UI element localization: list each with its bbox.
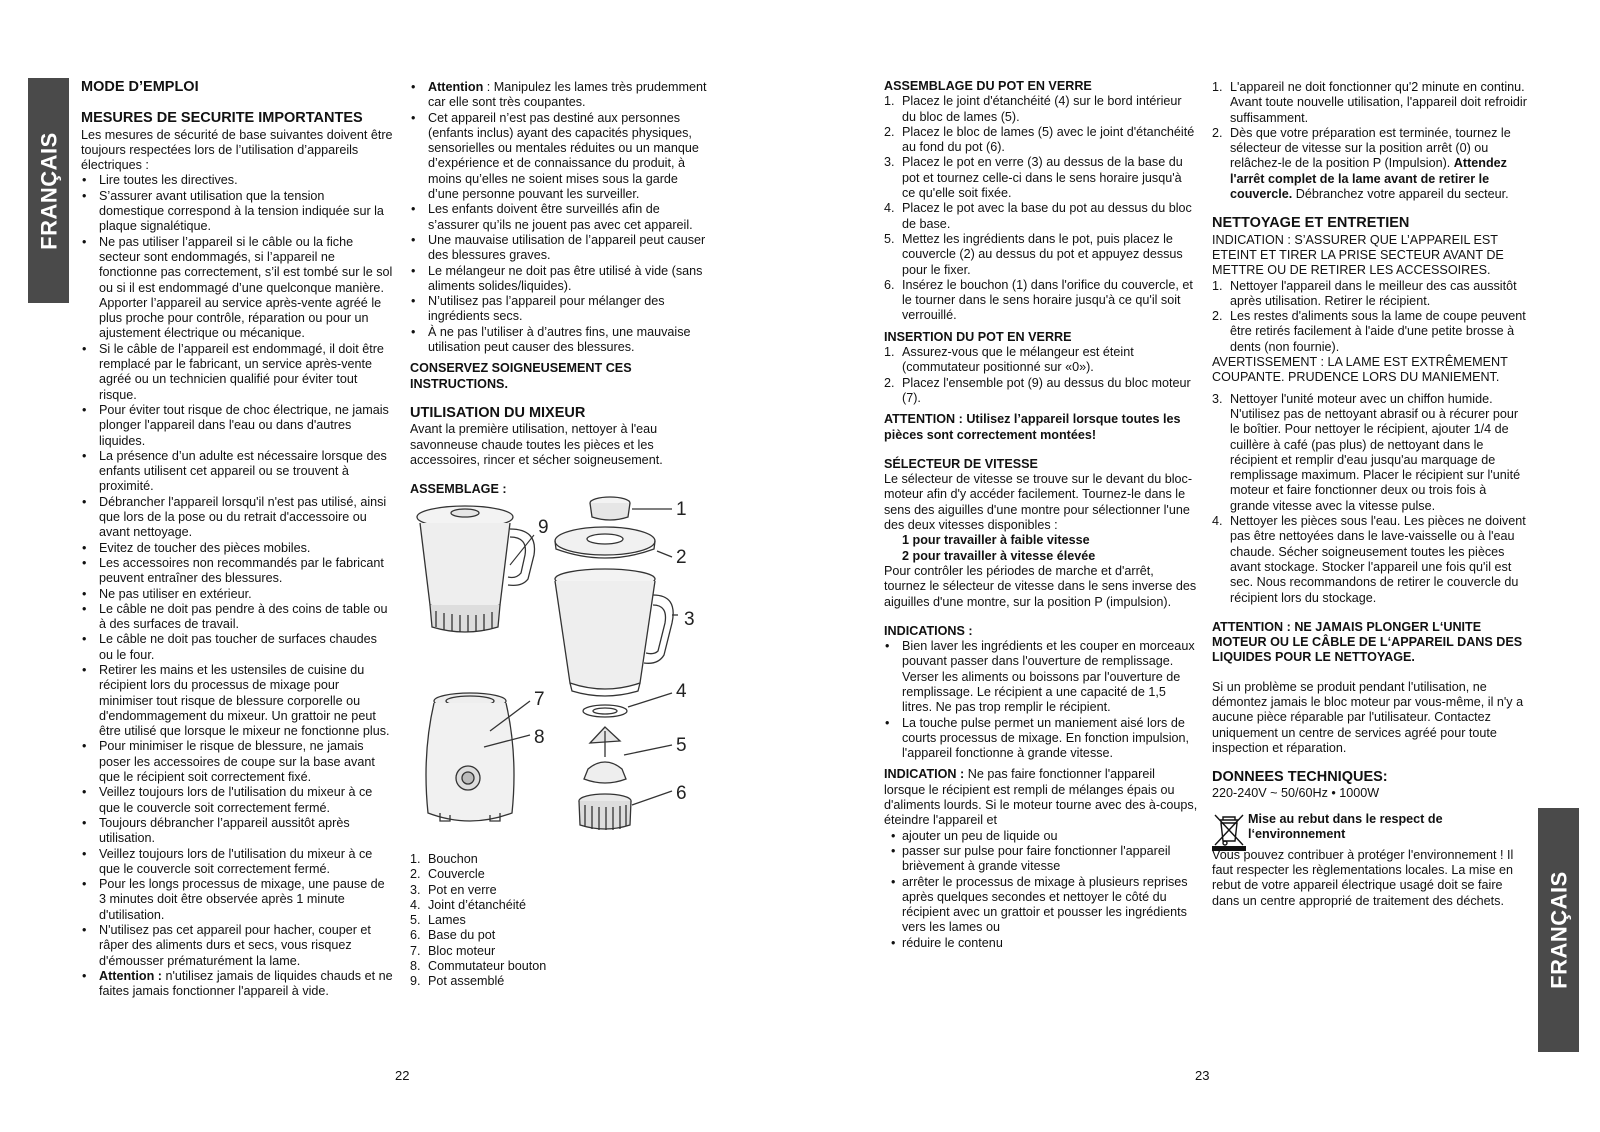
list-item: 9. Pot assemblé bbox=[410, 974, 505, 989]
list-item: • Ne pas utiliser en extérieur. bbox=[81, 587, 393, 602]
paragraph: Pour contrôler les périodes de marche et d'arrêt, tournez le sélecteur de vitesse dans le sens inverse des aiguilles d'une montre, sur la position P (impulsion). bbox=[884, 563, 1197, 609]
part-name: Joint d’étanchéité bbox=[428, 897, 527, 912]
disposal-title: Mise au rebut dans le respect de l‘environnement bbox=[1248, 811, 1443, 842]
attention-note: ATTENTION : NE JAMAIS PLONGER L‘UNITE MOTEUR OU LE CÂBLE DE L‘APPAREIL DANS DES LIQUIDES POUR LE NETTOYAGE. bbox=[1212, 619, 1523, 665]
section-title: SÉLECTEUR DE VITESSE bbox=[884, 456, 1038, 471]
part-name: Bouchon bbox=[428, 852, 478, 866]
list-item: • N’utilisez pas l’appareil pour mélanger des ingrédients secs. bbox=[410, 294, 710, 325]
list-item: • Evitez de toucher des pièces mobiles. bbox=[81, 541, 393, 556]
list-item: • Lire toutes les directives. bbox=[81, 173, 393, 188]
keep-instructions: CONSERVEZ SOIGNEUSEMENT CES INSTRUCTIONS. bbox=[410, 361, 632, 391]
list-item: 2. Couvercle bbox=[410, 867, 485, 882]
list-item: • Le câble ne doit pas toucher de surfaces chaudes ou le four. bbox=[81, 632, 393, 663]
speed-option: 1 pour travailler à faible vitesse bbox=[902, 533, 1090, 548]
cleaning-steps-continued bbox=[1212, 392, 1528, 606]
section-title: UTILISATION DU MIXEUR bbox=[410, 404, 586, 421]
step-text: Nettoyer l'appareil dans le meilleur des cas aussitôt après utilisation. Retirer le récipient. bbox=[1230, 278, 1517, 308]
step-text: Nettoyer l'unité moteur avec un chiffon humide. N'utilisez pas de nettoyant abrasif ou à récurer pour le boîtier. Pour nettoyer le récipient, ajouter 1/4 de cuillère à café (pas plus) de nettoyant dans le récipient et remplir d'eau jusqu'au marquage de remplissage maximum. Placer le récipient sur l'unité moteur et faire fonctionner deux ou trois fois à grande vitesse avec la vitesse pulse. bbox=[1230, 391, 1521, 513]
section-title: ASSEMBLAGE : bbox=[410, 482, 507, 497]
bold-label: Attendez l'arrêt complet de la lame avant de retirer le couvercle. bbox=[1230, 156, 1507, 202]
list-item: 4. Nettoyer les pièces sous l'eau. Les pièces ne doivent pas être nettoyées dans le lave-vaisselle ou à l'eau chaude. Sécher soigneusement toutes les pièces avant stockage. Stocker l'appareil une fois qu'il est sec. Nous recommandons de retirer le couvercle du récipient lors du stockage. bbox=[1212, 514, 1526, 605]
cleaning-steps bbox=[1212, 279, 1528, 355]
list-item: 4. Placez le pot avec la base du pot au dessus du bloc de base. bbox=[884, 201, 1192, 231]
language-tab-left bbox=[28, 78, 69, 303]
step-text: Les restes d'aliments sous la lame de coupe peuvent être retirés facilement à l'aide d'une petite brosse à dents (non fournie). bbox=[1230, 309, 1526, 354]
list-item: 1. Placez le joint d'étanchéité (4) sur le bord intérieur du bloc de lames (5). bbox=[884, 94, 1182, 124]
language-tab-label: FRANÇAIS bbox=[1545, 871, 1571, 989]
list-item: 6. Base du pot bbox=[410, 928, 496, 943]
assembly-diagram bbox=[410, 495, 710, 845]
part-name: Base du pot bbox=[428, 928, 496, 943]
paragraph: Si un problème se produit pendant l'utilisation, ne démontez jamais le bloc moteur par vous-même, il n'y a aucune pièce réparable par l'utilisateur. Contactez uniquement un centre de services agréé pour toute inspection et réparation. bbox=[1212, 679, 1524, 755]
label-9: 9 bbox=[538, 517, 549, 538]
list-item: 5. Lames bbox=[410, 913, 466, 928]
glass-assembly-steps bbox=[884, 94, 1198, 323]
list-item: • Retirer les mains et les ustensiles de cuisine du récipient lors du processus de mixage pour minimiser tout risque de blessure corporelle ou d'endommagement du mixeur. Un grattoir ne peut être utilisé que lorsque le mixeur ne fonctionne plus. bbox=[81, 663, 393, 739]
list-item: • S’assurer avant utilisation que la tension domestique correspond à la tension indiquée sur la plaque signalétique. bbox=[81, 189, 393, 235]
label-4: 4 bbox=[676, 681, 687, 702]
label-8: 8 bbox=[534, 727, 545, 748]
section-title: NETTOYAGE ET ENTRETIEN bbox=[1212, 215, 1410, 232]
part-name: Pot en verre bbox=[428, 882, 497, 897]
list-item: 2. Les restes d'aliments sous la lame de coupe peuvent être retirés facilement à l'aide d'une petite brosse à dents (non fournie). bbox=[1212, 309, 1526, 354]
paragraph: INDICATION : S’ASSURER QUE L’APPAREIL EST ETEINT ET TIRER LA PRISE SECTEUR AVANT DE METTRE OU DE RETIRER LES ACCESSOIRES. bbox=[1212, 232, 1504, 278]
jug-base-illustration bbox=[579, 791, 672, 830]
step-text: Nettoyer les pièces sous l'eau. Les pièces ne doivent pas être nettoyées dans le lave-vaisselle ou à l'eau chaude. Sécher soigneusement toutes les pièces avant stockage. Stocker l'appareil une fois qu'il est sec. Nous recommandons de retirer le couvercle du récipient lors du stockage. bbox=[1230, 514, 1526, 605]
list-item: • Le câble ne doit pas pendre à des coins de table ou à des surfaces de travail. bbox=[81, 602, 393, 633]
label-6: 6 bbox=[676, 783, 687, 804]
list-item: • Ne pas utiliser l’appareil si le câble ou la fiche secteur sont endommagés, si l’appareil ne fonctionne pas correctement, s’il est tombé sur le sol ou si il est endommagé d’une quelconque manière. Apporter l’appareil au service après-vente agréé le plus proche pour contrôle, réparation ou pour un ajustement électrique ou mécanique. bbox=[81, 235, 393, 342]
page-number-left: 22 bbox=[395, 1068, 410, 1083]
list-item: • Débrancher l'appareil lorsqu'il n'est pas utilisé, ainsi que lors de la pose ou du retrait d'accessoire ou avant nettoyage. bbox=[81, 495, 393, 541]
list-item: • Si le câble de l’appareil est endommagé, il doit être remplacé par le fabricant, un service après-vente agréé ou un technicien qualifié pour éviter tout risque. bbox=[81, 342, 393, 403]
list-item: • passer sur pulse pour faire fonctionner l'appareil brièvement à grande vitesse bbox=[884, 844, 1198, 875]
column-cleaning bbox=[1212, 80, 1528, 909]
label-2: 2 bbox=[676, 547, 687, 568]
list-item: • Toujours débrancher l’appareil aussitôt après utilisation. bbox=[81, 816, 393, 847]
warning-note: AVERTISSEMENT : LA LAME EST EXTRÊMEMENT COUPANTE. PRUDENCE LORS DU MANIEMENT. bbox=[1212, 355, 1508, 385]
bold-label: Attention : bbox=[99, 968, 162, 983]
list-item: • arrêter le processus de mixage à plusieurs reprises après quelques secondes et nettoyer le côté du récipient avec un grattoir et pousser les ingrédients vers les lames ou bbox=[884, 875, 1198, 936]
step-text: Insérez le bouchon (1) dans l'orifice du couvercle, et le tourner dans le sens horaire jusqu'à ce qu'il soit verrouillé. bbox=[902, 277, 1193, 323]
paragraph-text: Ne pas faire fonctionner l'appareil lorsque le récipient est rempli de mélanges épais ou d'aliments lourds. Si le moteur tourne avec des à-coups, éteindre l'appareil et bbox=[884, 767, 1198, 828]
list-item: 6. Insérez le bouchon (1) dans l'orifice du couvercle, et le tourner dans le sens horaire jusqu'à ce qu'il soit verrouillé. bbox=[884, 277, 1193, 323]
part-name: Couvercle bbox=[428, 867, 485, 882]
step-text: Placez le pot avec la base du pot au dessus du bloc de base. bbox=[902, 201, 1192, 231]
list-item: • La touche pulse permet un maniement aisé lors de courts processus de mixage. En fonction impulsion, l'appareil fonctionne à grande vitesse. bbox=[884, 716, 1198, 762]
column-assembly bbox=[884, 79, 1198, 951]
list-item: • réduire le contenu bbox=[884, 936, 1198, 951]
gasket-illustration bbox=[583, 693, 672, 717]
list-item: • À ne pas l’utiliser à d’autres fins, une mauvaise utilisation peut causer des blessures. bbox=[410, 325, 710, 356]
list-item: 5. Mettez les ingrédients dans le pot, puis placez le couvercle (2) au dessus du pot et appuyez dessus pour le fixer. bbox=[884, 231, 1183, 277]
list-item: 2. Placez le bloc de lames (5) avec le joint d'étanchéité au fond du pot (6). bbox=[884, 124, 1195, 155]
paragraph: Vous pouvez contribuer à protéger l'environnement ! Il faut respecter les règlementations locales. La mise en rebut de votre appareil électrique usagé doit se faire dans un centre approprié de traitement des déchets. bbox=[1212, 847, 1514, 908]
list-item: 7. Bloc moteur bbox=[410, 943, 496, 958]
list-item: • La présence d’un adulte est nécessaire lorsque des enfants utilisent cet appareil ou se trouvent à proximité. bbox=[81, 449, 393, 495]
section-title: ASSEMBLAGE DU POT EN VERRE bbox=[884, 79, 1092, 93]
bold-label: Attention bbox=[428, 80, 484, 94]
usage-steps bbox=[1212, 80, 1528, 202]
step-text: L'appareil ne doit fonctionner qu'2 minute en continu. Avant toute nouvelle utilisation, l'appareil doit refroidir suffisamment. bbox=[1230, 80, 1527, 125]
section-title: MESURES DE SECURITE IMPORTANTES bbox=[81, 110, 363, 127]
section-title: MODE D’EMPLOI bbox=[81, 79, 199, 95]
label-1: 1 bbox=[676, 499, 687, 520]
cap-illustration bbox=[590, 497, 672, 520]
label-3: 3 bbox=[684, 609, 695, 630]
section-title: INDICATIONS : bbox=[884, 623, 973, 638]
lid-illustration bbox=[555, 527, 672, 558]
glass-jug-illustration bbox=[555, 569, 678, 696]
insertion-steps bbox=[884, 345, 1198, 406]
step-text: Mettez les ingrédients dans le pot, puis placez le couvercle (2) au dessus du pot et appuyez dessus pour le fixer. bbox=[902, 231, 1183, 277]
list-text: n'utilisez jamais de liquides chauds et ne faites jamais fonctionner l'appareil à vide. bbox=[99, 968, 393, 999]
list-item: 1. Bouchon bbox=[410, 852, 478, 866]
assembled-jug-illustration bbox=[417, 506, 535, 632]
step-text: Placez le joint d'étanchéité (4) sur le bord intérieur du bloc de lames (5). bbox=[902, 94, 1182, 124]
indications-list bbox=[884, 639, 1198, 761]
list-item: 3. Placez le pot en verre (3) au dessus de la base du pot et tournez celle-ci dans le sens horaire jusqu'à ce qu'elle soit fixée. bbox=[884, 155, 1183, 201]
label-7: 7 bbox=[534, 689, 545, 710]
part-name: Lames bbox=[428, 913, 466, 928]
list-item: • Le mélangeur ne doit pas être utilisé à vide (sans aliments solides/liquides). bbox=[410, 264, 710, 295]
list-item: • Cet appareil n’est pas destiné aux personnes (enfants inclus) ayant des capacités physiques, sensorielles ou mentales réduites ou un manque d’expérience et de connaissance du produit, à moins qu’elles ne soient mises sous la garde d’une personne pouvant les surveiller. bbox=[410, 111, 710, 203]
bold-label: INDICATION : bbox=[884, 767, 965, 782]
motor-base-illustration bbox=[426, 693, 530, 821]
list-item: • Les accessoires non recommandés par le fabricant peuvent entraîner des blessures. bbox=[81, 556, 393, 587]
list-item: 1. L'appareil ne doit fonctionner qu'2 minute en continu. Avant toute nouvelle utilisation, l'appareil doit refroidir suffisamment. bbox=[1212, 80, 1527, 125]
language-tab-label: FRANÇAIS bbox=[35, 131, 61, 250]
disposal-block bbox=[1212, 812, 1528, 852]
step-text: Dès que votre préparation est terminée, tournez le sélecteur de vitesse sur la position arrêt (0) ou relâchez-le de la position P (Impulsion). bbox=[1230, 125, 1511, 171]
blades-illustration bbox=[584, 727, 672, 783]
sub-list bbox=[884, 829, 1198, 951]
list-item: • Une mauvaise utilisation de l’appareil peut causer des blessures graves. bbox=[410, 233, 710, 264]
list-item: 3. Pot en verre bbox=[410, 882, 497, 897]
list-item: • N'utilisez pas cet appareil pour hacher, couper et râper des aliments durs et secs, vous risquez d'émousser prématurément la lame. bbox=[81, 923, 393, 969]
attention-note: ATTENTION : Utilisez l’appareil lorsque toutes les pièces sont correctement montées! bbox=[884, 412, 1181, 442]
paragraph: Avant la première utilisation, nettoyer à l'eau savonneuse chaude toutes les pièces et les accessoires, rincer et sécher soigneusement. bbox=[410, 422, 663, 467]
list-item: • Pour les longs processus de mixage, une pause de 3 minutes doit être observée après 1 minute d'utilisation. bbox=[81, 877, 393, 923]
list-item: 1. Assurez-vous que le mélangeur est éteint (commutateur positionné sur «0»). bbox=[884, 345, 1134, 375]
list-item: • Veillez toujours lors de l'utilisation du mixeur à ce que le couvercle soit correctement fermé. bbox=[81, 785, 393, 816]
column-usage bbox=[410, 80, 710, 497]
list-item: • Pour éviter tout risque de choc électrique, ne jamais plonger l'appareil dans l'eau ou dans d'autres liquides. bbox=[81, 403, 393, 449]
list-text: : Manipulez les lames très prudemment car elle sont très coupantes. bbox=[428, 80, 707, 110]
language-tab-right bbox=[1538, 808, 1579, 1052]
tech-specs: 220-240V ~ 50/60Hz • 1000W bbox=[1212, 786, 1380, 801]
step-text: Placez le pot en verre (3) au dessus de la base du pot et tournez celle-ci dans le sens horaire jusqu'à ce qu'elle soit fixée. bbox=[902, 155, 1183, 201]
part-name: Bloc moteur bbox=[428, 943, 496, 958]
paragraph: Le sélecteur de vitesse se trouve sur le devant du bloc-moteur afin d'y accéder facilement. Tournez-le dans le sens des aiguilles d'une montre pour sélectionner l'une des deux vitesses disponibles : bbox=[884, 472, 1193, 533]
list-item: 3. Nettoyer l'unité moteur avec un chiffon humide. N'utilisez pas de nettoyant abrasif ou à récurer pour le boîtier. Pour nettoyer le récipient, ajouter 1/4 de cuillère à café (pas plus) de nettoyant dans le récipient et remplir d'eau jusqu'au marquage de remplissage maximum. Placer le récipient sur l'unité moteur et faire fonctionner deux ou trois fois à grande vitesse avec la vitesse pulse. bbox=[1212, 391, 1521, 513]
list-item: 8. Commutateur bouton bbox=[410, 959, 547, 974]
list-item: • Bien laver les ingrédients et les couper en morceaux pouvant passer dans l'ouverture de remplissage. Verser les aliments ou boissons par l'ouverture de remplissage. Le récipient a une capacité de 1,5 litres. Ne pas trop remplir le récipient. bbox=[884, 639, 1198, 715]
list-item: 2. Placez l'ensemble pot (9) au dessus du bloc moteur (7). bbox=[884, 375, 1191, 405]
step-text: Placez l'ensemble pot (9) au dessus du bloc moteur (7). bbox=[902, 375, 1191, 405]
page-number-right: 23 bbox=[1195, 1068, 1210, 1083]
list-item bbox=[81, 969, 393, 1000]
paragraph: Les mesures de sécurité de base suivantes doivent être toujours respectées lors de l’utilisation d’appareils électriques : bbox=[81, 127, 393, 173]
section-title: DONNEES TECHNIQUES: bbox=[1212, 769, 1388, 786]
section-title: INSERTION DU POT EN VERRE bbox=[884, 329, 1072, 344]
column-safety bbox=[81, 80, 393, 1000]
parts-list bbox=[410, 852, 710, 990]
step-text: Débranchez votre appareil du secteur. bbox=[1292, 187, 1509, 202]
list-item: • Pour minimiser le risque de blessure, ne jamais poser les accessoires de coupe sur la base avant que le récipient soit correctement fixé. bbox=[81, 739, 393, 785]
safety-list bbox=[81, 173, 393, 999]
step-text: Placez le bloc de lames (5) avec le joint d'étanchéité au fond du pot (6). bbox=[902, 124, 1195, 155]
step-text: Assurez-vous que le mélangeur est éteint (commutateur positionné sur «0»). bbox=[902, 345, 1134, 375]
part-name: Pot assemblé bbox=[428, 974, 505, 989]
speed-option: 2 pour travailler à vitesse élevée bbox=[902, 548, 1096, 563]
safety-list-continued bbox=[410, 80, 710, 355]
weee-bin-icon bbox=[1212, 812, 1246, 852]
list-item bbox=[410, 80, 710, 111]
list-item: 1. Nettoyer l'appareil dans le meilleur des cas aussitôt après utilisation. Retirer le récipient. bbox=[1212, 278, 1517, 308]
paragraph bbox=[884, 767, 1198, 828]
list-item: 4. Joint d’étanchéité bbox=[410, 897, 527, 912]
label-5: 5 bbox=[676, 735, 687, 756]
list-item: • Les enfants doivent être surveillés afin de s’assurer qu’ils ne jouent pas avec cet appareil. bbox=[410, 202, 710, 233]
list-item: • Veillez toujours lors de l'utilisation du mixeur à ce que le couvercle soit correctement fermé. bbox=[81, 847, 393, 878]
list-item: 2. Dès que votre préparation est terminée, tournez le sélecteur de vitesse sur la position arrêt (0) ou relâchez-le de la position P (Impulsion). Attendez l'arrêt complet de la lame avant de retirer le couvercle. Débranchez votre appareil du secteur. bbox=[1212, 125, 1511, 202]
list-item: • ajouter un peu de liquide ou bbox=[884, 829, 1198, 844]
part-name: Commutateur bouton bbox=[428, 959, 547, 974]
